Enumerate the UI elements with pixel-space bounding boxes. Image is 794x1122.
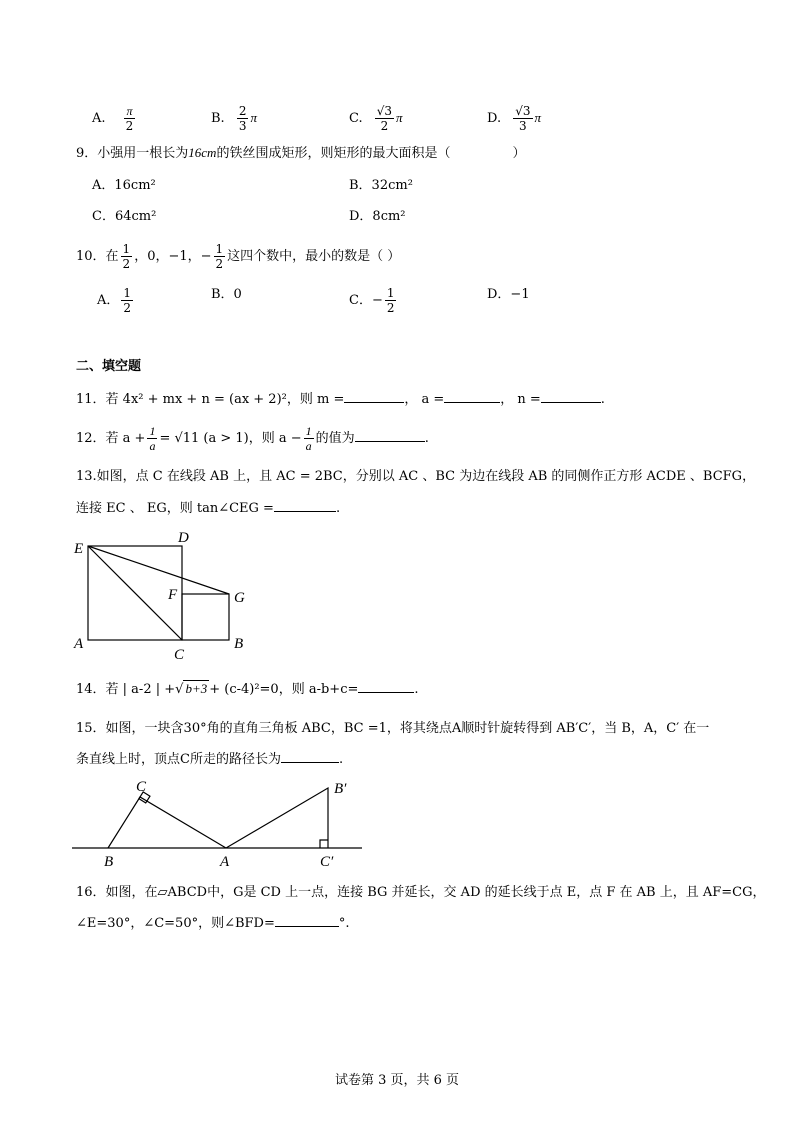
q16-line1: 16．如图，在▱ABCD中，G是 CD 上一点，连接 BG 并延长，交 AD 的延长线于点 E，点 F 在 AB 上，且 AF=CG，: [76, 885, 766, 900]
q10-option-d: D．−1: [487, 287, 530, 302]
figure-15: [70, 770, 370, 870]
q9-option-d: D．8cm²: [349, 209, 406, 224]
section-title: 二、填空题: [76, 359, 142, 374]
q11-blank-a[interactable]: [444, 390, 500, 403]
label-c: C: [136, 779, 147, 795]
q16-line2: ∠E=30°，∠C=50°，则∠BFD= °.: [76, 916, 350, 931]
q16-blank[interactable]: [275, 914, 339, 927]
q14-stem: 14．若 | a-2 | +√ b+3 + (c-4)²=0，则 a-b+c= .: [76, 681, 419, 697]
q10-option-c: C．− $\frac{1}{2}$: [349, 286, 395, 315]
page-footer: 试卷第 3 页，共 6 页: [334, 1073, 460, 1088]
label-a: A: [220, 854, 230, 870]
q10-option-a: A． $\frac{1}{2}$: [97, 286, 132, 315]
q12-stem: 12．若 a + $\frac{1}{a}$ = √11 (a > 1)，则 a − $\frac{1}{a}$ 的值为 .: [76, 424, 429, 453]
q8-option-a: A. $\frac{\pi}{2}$: [92, 104, 134, 133]
label-c-prime: C′: [320, 854, 334, 870]
label-c: C: [174, 647, 185, 663]
triangle-ab-prime-c-prime: [226, 788, 328, 848]
q8-option-c: C. $\frac{√3}{2}$ π: [349, 104, 403, 133]
q13-blank[interactable]: [274, 499, 336, 512]
label-b: B: [104, 854, 114, 870]
label-f: F: [168, 587, 178, 603]
q9-option-b: B．32cm²: [349, 178, 413, 193]
q15-line1: 15．如图，一块含30°角的直角三角板 ABC，BC =1，将其绕点A顺时针旋转得到 AB′C′，当 B，A，C′ 在一: [76, 721, 710, 736]
q9-option-c: C．64cm²: [92, 209, 157, 224]
q8-option-b: B. $\frac{2}{3}$ π: [211, 104, 257, 133]
figure-13: [70, 528, 280, 663]
segment-eg: [88, 546, 229, 594]
label-e: E: [74, 541, 84, 557]
q15-blank[interactable]: [281, 750, 339, 763]
q15-line2: 条直线上时，顶点C所走的路径长为 .: [76, 752, 344, 767]
q11-blank-n[interactable]: [541, 390, 601, 403]
label-a: A: [74, 636, 84, 652]
q10-option-b: B．0: [211, 287, 242, 302]
label-d: D: [178, 530, 189, 546]
label-b-prime: B′: [334, 781, 347, 797]
q9-stem: 9．小强用一根长为16cm的铁丝围成矩形，则矩形的最大面积是（ ）: [76, 145, 526, 161]
q11-stem: 11．若 4x² + mx + n = (ax + 2)²，则 m = ， a = ， n = .: [76, 392, 605, 407]
q13-line1: 13.如图，点 C 在线段 AB 上，且 AC = 2BC，分别以 AC 、BC 为边在线段 AB 的同侧作正方形 ACDE 、BCFG，: [76, 469, 756, 484]
q13-line2: 连接 EC 、 EG，则 tan∠CEG = .: [76, 501, 341, 516]
q14-blank[interactable]: [358, 680, 414, 693]
q11-blank-m[interactable]: [344, 390, 404, 403]
square-bcfg: [182, 594, 229, 640]
triangle-abc: [108, 797, 226, 848]
q10-stem: 10．在 $\frac{1}{2}$ ，0，−1，− $\frac{1}{2}$ 这四个数中，最小的数是（ ）: [76, 242, 401, 271]
q8-option-d: D. $\frac{√3}{3}$ π: [487, 104, 542, 133]
label-b: B: [234, 636, 244, 652]
q9-option-a: A．16cm²: [92, 178, 156, 193]
label-g: G: [234, 590, 245, 606]
right-angle-c-prime: [320, 840, 328, 848]
q12-blank[interactable]: [355, 429, 425, 442]
